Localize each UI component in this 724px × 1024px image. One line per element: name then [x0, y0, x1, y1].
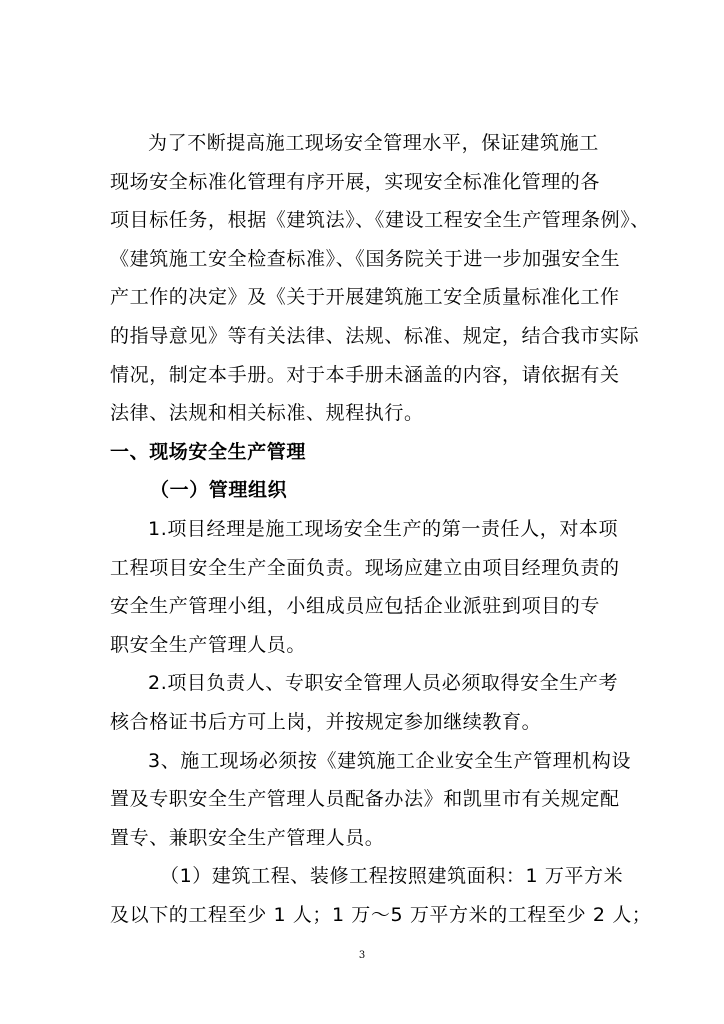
paragraph-line: 项目标任务，根据《建筑法》、《建设工程安全生产管理条例》、 [110, 209, 650, 232]
paragraph-line: 1.项目经理是施工现场安全生产的第一责任人，对本项 [148, 517, 619, 540]
paragraph-line: 3、施工现场必须按《建筑施工企业安全生产管理机构设 [148, 749, 632, 772]
paragraph-line: 核合格证书后方可上岗，并按规定参加继续教育。 [110, 710, 542, 733]
document-body [110, 124, 652, 934]
paragraph-line: 安全生产管理小组，小组成员应包括企业派驻到项目的专 [110, 595, 601, 618]
paragraph-line: 职安全生产管理人员。 [110, 633, 307, 656]
paragraph-line: 法律、法规和相关标准、规程执行。 [110, 402, 424, 425]
paragraph-line: 工程项目安全生产全面负责。现场应建立由项目经理负责的 [110, 556, 620, 579]
page-number: 3 [358, 950, 366, 961]
section-heading: 一、现场安全生产管理 [110, 440, 307, 463]
subsection-heading: （一）管理组织 [150, 479, 288, 502]
paragraph-line: 置及专职安全生产管理人员配备办法》和凯里市有关规定配 [110, 788, 620, 811]
paragraph-line: 现场安全标准化管理有序开展，实现安全标准化管理的各 [110, 170, 601, 193]
paragraph-line: 为了不断提高施工现场安全管理水平，保证建筑施工 [148, 132, 599, 154]
paragraph-line: 《建筑施工安全检查标准》、《国务院关于进一步加强安全生 [110, 247, 621, 270]
paragraph-line: 2.项目负责人、专职安全管理人员必须取得安全生产考 [148, 672, 619, 695]
paragraph-line: （1）建筑工程、装修工程按照建筑面积：1 万平方米 [160, 865, 624, 888]
paragraph-line: 的指导意见》等有关法律、法规、标准、规定，结合我市实际 [110, 324, 640, 347]
paragraph-line: 情况，制定本手册。对于本手册未涵盖的内容，请依据有关 [110, 363, 620, 386]
paragraph-line: 置专、兼职安全生产管理人员。 [110, 826, 385, 849]
paragraph-line: 产工作的决定》及《关于开展建筑施工安全质量标准化工作 [110, 286, 620, 309]
paragraph-line: 及以下的工程至少 1 人；1 万～5 万平方米的工程至少 2 人； [110, 903, 652, 926]
